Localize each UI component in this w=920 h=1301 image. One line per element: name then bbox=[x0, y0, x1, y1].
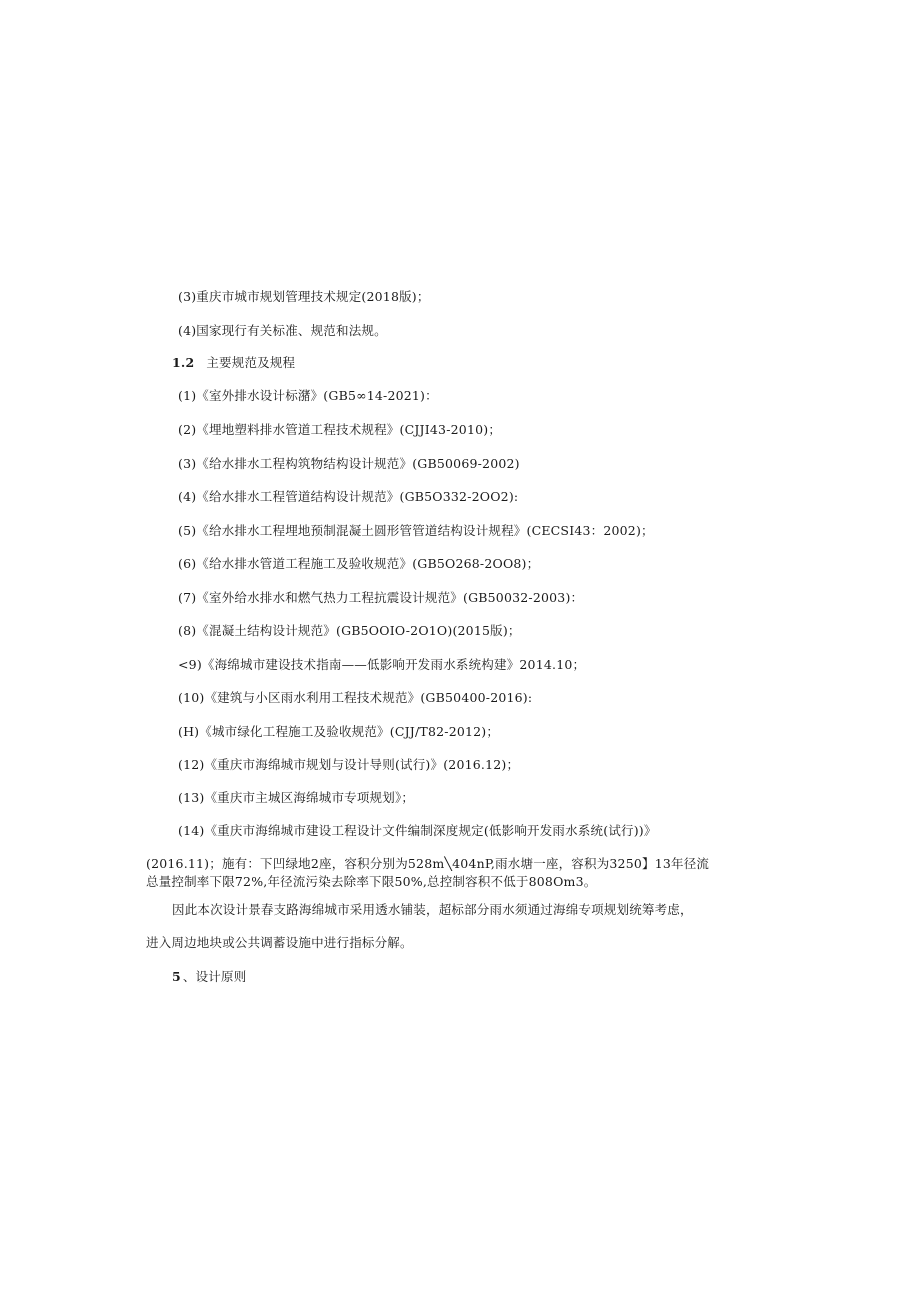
section-number: 5 bbox=[172, 969, 181, 984]
pre-item-4: (4)国家现行有关标准、规范和法规。 bbox=[178, 323, 387, 338]
section-heading-1-2 bbox=[172, 355, 295, 371]
section-heading-5 bbox=[172, 969, 246, 985]
continuation-line-1: (2016.11)；施有：下凹绿地2座，容积分别为528m╲404nP,雨水塘一座，容积为3250】13年径流 bbox=[146, 856, 710, 871]
section-number: 1.2 bbox=[172, 355, 195, 370]
section-title: 、设计原则 bbox=[182, 969, 247, 984]
continuation-line-2: 总量控制率下限72%,年径流污染去除率下限50%,总控制容积不低于808Om3。 bbox=[146, 874, 597, 889]
list-item: (6)《给水排水管道工程施工及验收规范》(GB5O268-2OO8)； bbox=[178, 556, 540, 571]
list-item: (14)《重庆市海绵城市建设工程设计文件编制深度规定(低影响开发雨水系统(试行))》 bbox=[178, 823, 657, 838]
list-item: (H)《城市绿化工程施工及验收规范》(CJJ/T82-2012)； bbox=[178, 724, 500, 739]
paragraph-line-2: 进入周边地块或公共调蓄设施中进行指标分解。 bbox=[146, 935, 413, 950]
section-title: 主要规范及规程 bbox=[206, 355, 296, 370]
list-item: (4)《给水排水工程管道结构设计规范》(GB5O332-2OO2): bbox=[178, 489, 519, 504]
pre-item-3: (3)重庆市城市规划管理技术规定(2018版)； bbox=[178, 289, 430, 304]
list-item: (13)《重庆市主城区海绵城市专项规划》； bbox=[178, 790, 415, 805]
list-item: (7)《室外给水排水和燃气热力工程抗震设计规范》(GB50032-2003)： bbox=[178, 590, 584, 605]
list-item: (5)《给水排水工程埋地预制混凝土圆形管管道结构设计规程》(CECSI43：2002)； bbox=[178, 523, 654, 538]
list-item: (10)《建筑与小区雨水利用工程技术规范》(GB50400-2016): bbox=[178, 690, 533, 705]
list-item: (1)《室外排水设计标潴》(GB5∞14-2021)： bbox=[178, 388, 438, 403]
list-item: (12)《重庆市海绵城市规划与设计导则(试行)》(2016.12)； bbox=[178, 757, 520, 772]
paragraph-line-1: 因此本次设计景春支路海绵城市采用透水铺装，超标部分雨水须通过海绵专项规划统筹考虑， bbox=[172, 902, 693, 917]
list-item: (2)《埋地塑料排水管道工程技术规程》(CJJI43-2010)； bbox=[178, 422, 502, 437]
list-item: (8)《混凝土结构设计规范》(GB5OOIO-2O1O)(2015版)； bbox=[178, 623, 521, 638]
list-item: (3)《给水排水工程构筑物结构设计规范》(GB50069-2002) bbox=[178, 456, 520, 471]
list-item: <9)《海绵城市建设技术指南——低影响开发雨水系统构建》2014.10； bbox=[178, 657, 586, 672]
